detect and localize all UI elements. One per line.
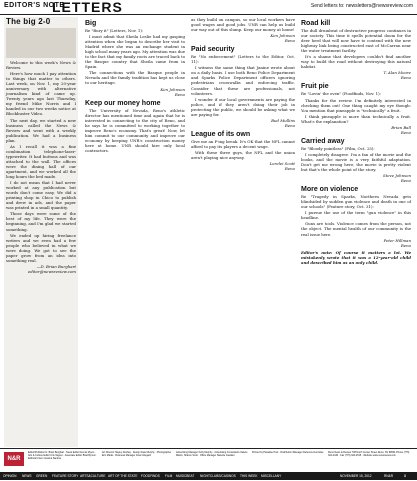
page-header — [0, 0, 417, 15]
letter-paragraph: I witness the same thing that Janine wrote about on a daily basis. I use both Reno Police Department and Sparks Police Department officers ignoring pedestrians crosswalks and enforcing traffic. Consider that these are professionals, not volunteers. — [191, 65, 295, 96]
letter-paragraph: Re "Lovin' the oven" (Foodfinds, Nov. 1): — [301, 91, 381, 97]
letter-headline: Big — [85, 20, 97, 27]
staff-block: Editor/Publisher D. Brian Burghart · News Editor Dennis Myers · Arts & Culture Editor Kris Vagner · Associate Editor Brad Bynum · Editorial Intern Jessica Santina — [28, 451, 98, 460]
editor-email-link[interactable]: editor@newsreview.com — [27, 268, 76, 274]
letter-signature: Brian Ball Reno — [391, 124, 411, 135]
letters-column-2 — [85, 17, 185, 154]
publication-tag: RN&R — [384, 474, 394, 478]
letter-paragraph: Re "Bloody pointless" (Film, Oct. 25): — [301, 145, 375, 151]
letter-signature: Ken Johnson Reno — [160, 86, 185, 97]
nav-item-this-week[interactable]: THIS WEEK — [240, 474, 258, 478]
letter-signature: Lorelei Scott Reno — [269, 161, 295, 172]
letter-paragraph: I must admit that Sheila Leslie had my gasping attention when she began to describe her visit to Madrid where she was an exchange student in high school many years ago. My attention was due to the fact that my family roots are traced back to the Basque country that Sheila came from in Spain. — [85, 34, 185, 70]
letter-paragraph: It's a shame that developers couldn't find another way to build the road without destroying this natural habitat. — [301, 54, 411, 70]
letter-paragraph: The connections with the Basque people in Nevada and the family tradition has kept us close to our heritage. — [85, 70, 185, 86]
letter-signature: T. Alan Moore Reno — [383, 70, 411, 81]
nav-item-news[interactable]: NEWS — [22, 474, 32, 478]
editors-note-paragraph: As I recall it was a fine combination telephone-laser-typewriter. It had buttons and was attached to the wall. The offices were the dining hall of our apartment, and we worked all the long hours the bed made. — [6, 143, 76, 180]
letter-paragraph: I wonder if our local governments are paying the police, and if they aren't doing their job in protecting the public, we should be asking what we are paying for. — [191, 96, 295, 117]
letter-signature: Steve Johnson Reno — [382, 173, 411, 184]
letter-headline: Paid security — [191, 46, 235, 54]
page-number: 3 — [404, 474, 406, 478]
editors-note-paragraph: I do not mean that I had never worked at any publication but words don't come easy. We did a printing shop in Chico to publish and drew in ads, and the paper was printed in a small quantity. — [6, 180, 76, 211]
letter-headline: Fruit pie — [301, 83, 329, 91]
letter-paragraph: Guns are tools. Violence comes from the person, not the object. The mental health of our community is the real issue here. — [301, 221, 411, 237]
editor-photo — [6, 28, 76, 58]
letter-paragraph: Re "Bury it" (Letters, Nov. 1): — [85, 28, 144, 33]
letter-paragraph: The dull drumbeat of destructive progress continues in our society. This time it spells potential doom for the deer herd that will now have to contend with the new highway link being constructed east of McCarran near the water treatment facility. — [301, 28, 411, 54]
letter-paragraph: Give me an F-ing break. It's OK that the NFL cannot afford to pay its players a decent wage. — [191, 138, 295, 149]
nav-item-feature-story[interactable]: FEATURE STORY — [52, 474, 79, 478]
letter-paragraph: With these three guys, the NFL and the union aren't playing nice anyway. — [191, 149, 295, 161]
editors-note-paragraph: Those days were some of the best of my life. They were the beginning, and I'm glad we started something. — [6, 211, 76, 232]
editors-response-note: Editor's note: Of course it matters a lot. We mistakenly wrote that it was a 12-year-old child and described him as an only child. — [301, 249, 411, 265]
letters-column-3 — [191, 17, 295, 173]
staff-block: Art Director Hayley Doshay · Design Kate Murphy · Photographer Eric Marks · Business Manager Gina Odegard — [102, 451, 172, 457]
letter-signature: Bud Mullins Reno — [271, 117, 295, 128]
editors-note-paragraph: We ended up hiring freelance writers and we even had a few people who believed in what we were doing. We got to see the paper grow from an idea into something real. — [6, 232, 76, 263]
editors-note-column — [4, 17, 78, 447]
staff-block: Advertising Manager Kelly Murphy · Advertising Consultants Valerie Martin, Sharon Scott · Office Manager Nanette Cavalier — [176, 451, 248, 457]
editors-note-label: EDITOR'S NOTE — [4, 2, 65, 9]
nav-item-foodfinds[interactable]: FOODFINDS — [141, 474, 160, 478]
editors-note-paragraph: Welcome to this week's News & Review. — [6, 60, 76, 71]
letter-headline: Carried away — [301, 137, 345, 145]
issue-date: NOVEMBER 15, 2012 — [340, 474, 372, 478]
letter-headline: More on violence — [301, 186, 359, 194]
letter-paragraph: as they build on campus, so our local workers have good wages and good jobs. UNR can help us build our way out of this slump. Keep our money at home! — [191, 17, 295, 33]
nav-item-musicbeat[interactable]: MUSICBEAT — [176, 474, 195, 478]
editors-note-title: The big 2-0 — [6, 17, 51, 26]
letter-paragraph: The University of Nevada, Reno's athletic director has mentioned time and again that he is interested in connecting to the city of Reno, and he says he is committed to working together to improve Reno's economy. That's great! Now, let him commit to our community and improve our economy by keeping UNR's construction money here at home. UNR should hire only local contractors. — [85, 107, 185, 153]
letter-headline: Keep our money home — [85, 99, 161, 107]
letter-headline: League of its own — [191, 130, 251, 138]
letter-paragraph: Re "No enforcement" (Letters to the Editor, Oct. 11): — [191, 54, 295, 65]
letter-paragraph: I pursue the use of the term "gun violence" in this headline. — [301, 210, 411, 221]
letter-paragraph: Thanks for the review. I'm definitely interested in checking them out! One thing caught my eye though: You mention that pineapple is "technically" a fruit. — [301, 97, 411, 113]
letter-paragraph: I think pineapple is more than technically a fruit. What's the explanation? — [301, 113, 411, 124]
letters-title: LETTERS — [52, 0, 123, 15]
editors-note-paragraph: The next day, we started a new business called the News & Review and went with a weekly publication. We had a business plan. — [6, 117, 76, 143]
editors-note-paragraph: Here's how much I pay attention to things that matter to others. Last week, on Nov. 1, my 20-year anniversary with alternative journalism kind of came up. Twenty years ago last Thursday, my friend Mike Norris and I handed in our two weeks notice at Blockbuster Video. — [6, 71, 76, 117]
nav-item-film[interactable]: FILM — [165, 474, 173, 478]
nav-item-nightclubs-casinos[interactable]: NIGHTCLUBS/CASINOS — [200, 474, 236, 478]
editor-signature: —D. Brian Burghart editor@newsreview.com — [6, 264, 76, 274]
section-nav-bar — [0, 472, 417, 480]
letter-paragraph: I completely disagree. I'm a fan of the movie and the books, and the movie is a very faithful adaptation. Don't get me wrong here, the movie is pretty violent but that's the whole point of the story. — [301, 151, 411, 173]
letter-paragraph: Re "Tragedy in Sparks, Northern Nevada gets blindsided by sudden gun violence and death in one of our schools" (Feature story, Oct. 31): — [301, 194, 411, 210]
nav-item-arts-culture[interactable]: ARTS&CULTURE — [80, 474, 106, 478]
send-letters-line: Send letters to: newsletters@newsreview.com — [310, 3, 413, 9]
nav-item-opinion[interactable]: OPINION — [3, 474, 17, 478]
nav-item-miscellany[interactable]: MISCELLANY — [261, 474, 282, 478]
letters-column-4 — [301, 17, 411, 266]
staff-block: Printed by Paradise Post · Distribution Manager Rebecca Gonzales — [252, 451, 324, 454]
letter-headline: Road kill — [301, 20, 331, 27]
letter-signature: Peter Hillman Reno — [383, 237, 411, 248]
nav-item-art-of-the-state[interactable]: ART OF THE STATE — [108, 474, 138, 478]
letter-signature: Ken Johnson Reno — [270, 33, 295, 44]
nav-item-green[interactable]: GREEN — [36, 474, 48, 478]
contact-block: Reno News & Review 708 North Center Street Reno, NV 89501 Phone (775) 324-4440 · Fax (775) 324-2515 · Website www.newsreview.com — [328, 451, 410, 457]
newspaper-logo: N&R — [4, 452, 24, 466]
